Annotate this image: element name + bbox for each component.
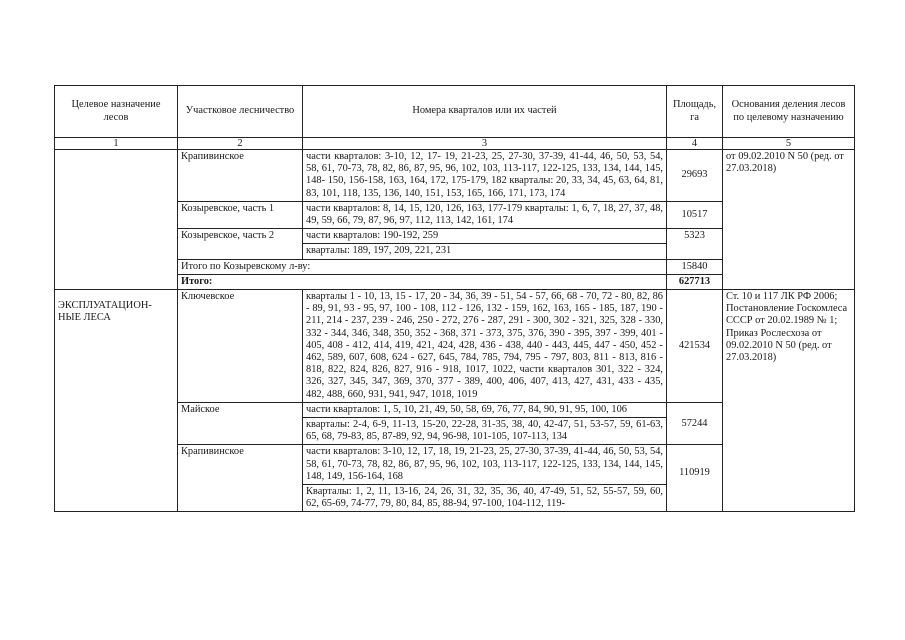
table-header-row [55, 86, 855, 138]
table-row [55, 290, 855, 403]
quarters-cell: кварталы 1 - 10, 13, 15 - 17, 20 - 34, 36, 39 - 51, 54 - 57, 66, 68 - 70, 72 - 80, 82, 86 - 89, 91, 93 - 95, 97, 100 - 108, 112 - 126, 132 - 159, 162, 163, 165 - 185, 187, 190 - 211, 214 - 237, 239 - 246, 250 - 272, 276 - 287, 291 - 300, 302 - 321, 325, 328 - 330, 332 - 344, 346, 348, 350, 352 - 368, 371 - 373, 375, 376, 390 - 395, 397 - 399, 401 - 405, 408 - 412, 414, 419, 421, 424, 428, 436 - 438, 440 - 443, 445, 447 - 450, 452 - 462, 589, 607, 608, 624 - 627, 645, 784, 785, 794, 795 - 797, 803, 811 - 813, 816 - 818, 822, 824, 826, 827, 916 - 918, 1017, 1022, части кварталов 301, 322 - 324, 326, 327, 345, 347, 369, 370, 377 - 389, 400, 406, 407, 413, 427, 431, 433 - 435, 482, 488, 660, 931, 941, 947, 1018, 1019 [303, 290, 667, 403]
header-quarters: Номера кварталов или их частей [303, 86, 667, 138]
header-forestry: Участковое лесничество [178, 86, 303, 138]
subtotal-area: 15840 [667, 259, 723, 274]
column-number-row [55, 138, 855, 150]
quarters-part: части кварталов: 3-10, 12, 17, 18, 19, 21-23, 25, 27-30, 37-39, 41-44, 46, 50, 53, 54, 58, 61, 70-73, 78, 82, 86, 87, 95, 96, 102, 103, 113-117, 122-125, 133, 134, 144, 145, 148, 149, 156-164, 168 [303, 445, 666, 485]
area-cell: 110919 [667, 445, 723, 512]
forestry-name: Крапивинское [178, 445, 303, 512]
header-basis: Основания деления лесов по целевому назначению [723, 86, 855, 138]
col-number: 2 [178, 138, 303, 150]
quarters-cell [303, 229, 667, 259]
area-cell: 5323 [667, 229, 723, 259]
total-label: Итого: [178, 274, 667, 289]
quarters-full: кварталы: 2-4, 6-9, 11-13, 15-20, 22-28, 31-35, 38, 40, 42-47, 51, 53-57, 59, 61-63, 65, 68, 79-83, 85, 87-89, 92, 94, 96-98, 101-105, 107-113, 134 [306, 419, 663, 443]
forestry-name: Крапивинское [178, 150, 303, 202]
forestry-name: Козыревское, часть 1 [178, 201, 303, 228]
quarters-full: кварталы: 189, 197, 209, 221, 231 [306, 245, 452, 257]
area-cell: 29693 [667, 150, 723, 202]
col-number: 1 [55, 138, 178, 150]
quarters-cell: части кварталов: 8, 14, 15, 120, 126, 163, 177-179 кварталы: 1, 6, 7, 18, 27, 37, 48, 49, 59, 66, 79, 87, 96, 97, 112, 113, 142, 161, 174 [303, 201, 667, 228]
purpose-cell-empty [55, 150, 178, 290]
area-cell: 57244 [667, 402, 723, 445]
quarters-cell [303, 445, 667, 512]
quarters-full: Кварталы: 1, 2, 11, 13-16, 24, 26, 31, 32, 35, 36, 40, 47-49, 51, 52, 55-57, 59, 60, 62, 65-69, 74-77, 79, 80, 84, 85, 88-94, 97-100, 104-112, 119- [306, 486, 663, 510]
header-area: Площадь, га [667, 86, 723, 138]
total-area: 627713 [667, 274, 723, 289]
col-number: 5 [723, 138, 855, 150]
table-row [55, 150, 855, 202]
area-cell: 421534 [667, 290, 723, 403]
forestry-name: Ключевское [178, 290, 303, 403]
area-cell: 10517 [667, 201, 723, 228]
quarters-cell: части кварталов: 3-10, 12, 17- 19, 21-23, 25, 27-30, 37-39, 41-44, 46, 50, 53, 54, 58, 61, 70-73, 78, 82, 86, 87, 95, 96, 102, 103, 113-117, 122-125, 133, 134, 144, 145, 148- 150, 156-158, 163, 164, 172, 175-179, 182 кварталы: 20, 33, 34, 45, 63, 64, 81, 83, 101, 118, 135, 136, 140, 151, 153, 165, 166, 171, 173, 174 [303, 150, 667, 202]
quarters-part: части кварталов: 1, 5, 10, 21, 49, 50, 58, 69, 76, 77, 84, 90, 91, 95, 100, 106 [303, 403, 666, 418]
subtotal-label: Итого по Козыревскому л-ву: [178, 259, 667, 274]
col-number: 3 [303, 138, 667, 150]
purpose-cell: ЭКСПЛУАТАЦИОН-НЫЕ ЛЕСА [55, 290, 178, 512]
quarters-cell [303, 402, 667, 445]
forestry-name: Майское [178, 402, 303, 445]
quarters-part: части кварталов: 190-192, 259 [303, 229, 666, 244]
basis-cell: Ст. 10 и 117 ЛК РФ 2006; Постановление Госкомлеса СССР от 20.02.1989 № 1; Приказ Рослесхоза от 09.02.2010 N 50 (ред. от 27.03.2018) [723, 290, 855, 512]
header-purpose: Целевое назначение лесов [55, 86, 178, 138]
col-number: 4 [667, 138, 723, 150]
basis-cell: от 09.02.2010 N 50 (ред. от 27.03.2018) [723, 150, 855, 290]
forestry-name: Козыревское, часть 2 [178, 229, 303, 259]
forest-purpose-table [54, 85, 855, 512]
